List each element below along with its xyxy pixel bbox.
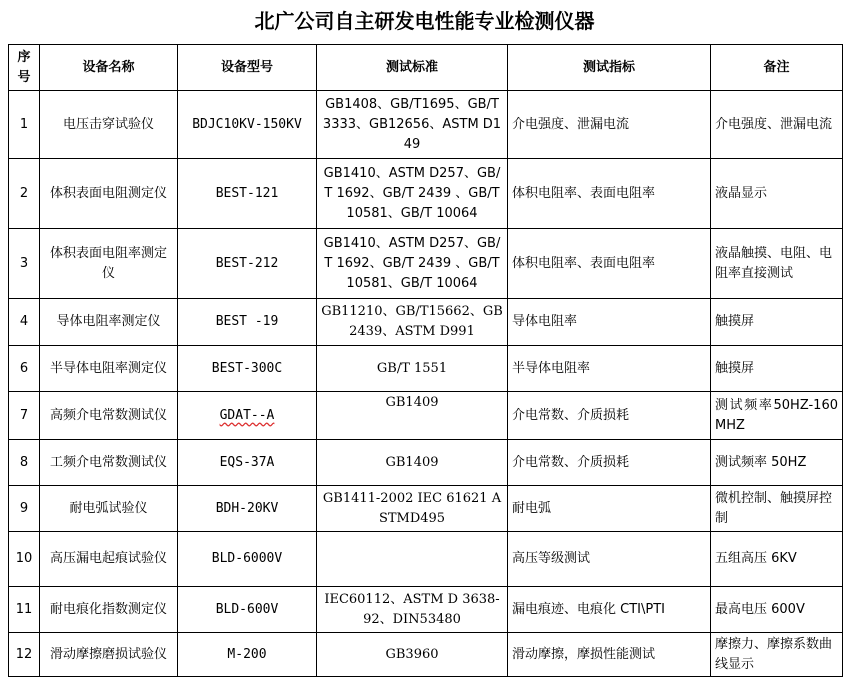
cell-standard: IEC60112、ASTM D 3638-92、DIN53480 bbox=[317, 587, 508, 633]
cell-name: 高压漏电起痕试验仪 bbox=[40, 532, 178, 587]
cell-indicator: 介电常数、介质损耗 bbox=[508, 392, 711, 440]
table-row bbox=[9, 299, 843, 346]
cell-indicator: 高压等级测试 bbox=[508, 532, 711, 587]
cell-name: 耐电痕化指数测定仪 bbox=[40, 587, 178, 633]
cell-standard: GB1409 bbox=[317, 392, 508, 440]
equipment-table bbox=[8, 44, 843, 677]
table-row bbox=[9, 392, 843, 440]
cell-standard bbox=[317, 532, 508, 587]
cell-standard: GB11210、GB/T15662、GB2439、ASTM D991 bbox=[317, 299, 508, 346]
table-row bbox=[9, 587, 843, 633]
header-indicator: 测试指标 bbox=[508, 45, 711, 91]
cell-no: 1 bbox=[9, 91, 40, 159]
table-row bbox=[9, 229, 843, 299]
cell-indicator: 漏电痕迹、电痕化 CTI\PTI bbox=[508, 587, 711, 633]
cell-note: 摩擦力、摩擦系数曲线显示 bbox=[711, 633, 843, 677]
cell-note: 五组高压 6KV bbox=[711, 532, 843, 587]
cell-note: 微机控制、触摸屏控制 bbox=[711, 486, 843, 532]
cell-no: 8 bbox=[9, 440, 40, 486]
cell-note: 最高电压 600V bbox=[711, 587, 843, 633]
cell-name: 体积表面电阻测定仪 bbox=[40, 159, 178, 229]
cell-indicator: 体积电阻率、表面电阻率 bbox=[508, 229, 711, 299]
header-name: 设备名称 bbox=[40, 45, 178, 91]
cell-standard: GB/T 1551 bbox=[317, 346, 508, 392]
cell-model: BEST-121 bbox=[178, 159, 317, 229]
cell-name: 高频介电常数测试仪 bbox=[40, 392, 178, 440]
cell-no: 10 bbox=[9, 532, 40, 587]
table-row bbox=[9, 532, 843, 587]
table-row bbox=[9, 440, 843, 486]
cell-indicator: 半导体电阻率 bbox=[508, 346, 711, 392]
cell-standard: GB1408、GB/T1695、GB/T3333、GB12656、ASTM D149 bbox=[317, 91, 508, 159]
cell-model: BLD-600V bbox=[178, 587, 317, 633]
header-note: 备注 bbox=[711, 45, 843, 91]
cell-indicator: 介电强度、泄漏电流 bbox=[508, 91, 711, 159]
cell-note: 触摸屏 bbox=[711, 346, 843, 392]
header-model: 设备型号 bbox=[178, 45, 317, 91]
cell-indicator: 耐电弧 bbox=[508, 486, 711, 532]
cell-name: 半导体电阻率测定仪 bbox=[40, 346, 178, 392]
cell-no: 6 bbox=[9, 346, 40, 392]
cell-no: 7 bbox=[9, 392, 40, 440]
cell-standard: GB1411-2002 IEC 61621 ASTMD495 bbox=[317, 486, 508, 532]
cell-no: 4 bbox=[9, 299, 40, 346]
cell-no: 12 bbox=[9, 633, 40, 677]
cell-model: BDH-20KV bbox=[178, 486, 317, 532]
table-header-row bbox=[9, 45, 843, 91]
cell-name: 体积表面电阻率测定仪 bbox=[40, 229, 178, 299]
cell-model: BEST-300C bbox=[178, 346, 317, 392]
cell-model: BEST-212 bbox=[178, 229, 317, 299]
cell-name: 电压击穿试验仪 bbox=[40, 91, 178, 159]
cell-note: 触摸屏 bbox=[711, 299, 843, 346]
table-row bbox=[9, 486, 843, 532]
header-no: 序号 bbox=[9, 45, 40, 91]
cell-indicator: 体积电阻率、表面电阻率 bbox=[508, 159, 711, 229]
cell-indicator: 介电常数、介质损耗 bbox=[508, 440, 711, 486]
cell-no: 9 bbox=[9, 486, 40, 532]
cell-indicator: 导体电阻率 bbox=[508, 299, 711, 346]
cell-model: EQS-37A bbox=[178, 440, 317, 486]
table-row bbox=[9, 91, 843, 159]
cell-indicator: 滑动摩擦，摩损性能测试 bbox=[508, 633, 711, 677]
cell-no: 2 bbox=[9, 159, 40, 229]
cell-name: 耐电弧试验仪 bbox=[40, 486, 178, 532]
cell-name: 滑动摩擦磨损试验仪 bbox=[40, 633, 178, 677]
table-row bbox=[9, 159, 843, 229]
cell-name: 工频介电常数测试仪 bbox=[40, 440, 178, 486]
cell-no: 11 bbox=[9, 587, 40, 633]
cell-standard: GB3960 bbox=[317, 633, 508, 677]
cell-note: 介电强度、泄漏电流 bbox=[711, 91, 843, 159]
cell-name: 导体电阻率测定仪 bbox=[40, 299, 178, 346]
cell-standard: GB1410、ASTM D257、GB/T 1692、GB/T 2439 、GB/T 10581、GB/T 10064 bbox=[317, 159, 508, 229]
cell-note: 测试频率 50HZ bbox=[711, 440, 843, 486]
cell-standard: GB1409 bbox=[317, 440, 508, 486]
cell-model bbox=[178, 392, 317, 440]
cell-no: 3 bbox=[9, 229, 40, 299]
cell-note: 液晶触摸、电阻、电阻率直接测试 bbox=[711, 229, 843, 299]
page-title: 北广公司自主研发电性能专业检测仪器 bbox=[254, 9, 595, 33]
cell-note: 液晶显示 bbox=[711, 159, 843, 229]
cell-model: BEST -19 bbox=[178, 299, 317, 346]
table-row bbox=[9, 633, 843, 677]
cell-standard: GB1410、ASTM D257、GB/T 1692、GB/T 2439 、GB/T 10581、GB/T 10064 bbox=[317, 229, 508, 299]
header-standard: 测试标准 bbox=[317, 45, 508, 91]
cell-note: 测试频率50HZ-160MHZ bbox=[711, 392, 843, 440]
table-row bbox=[9, 346, 843, 392]
cell-model: M-200 bbox=[178, 633, 317, 677]
model-text: GDAT--A bbox=[219, 407, 275, 423]
cell-model: BDJC10KV-150KV bbox=[178, 91, 317, 159]
cell-model: BLD-6000V bbox=[178, 532, 317, 587]
